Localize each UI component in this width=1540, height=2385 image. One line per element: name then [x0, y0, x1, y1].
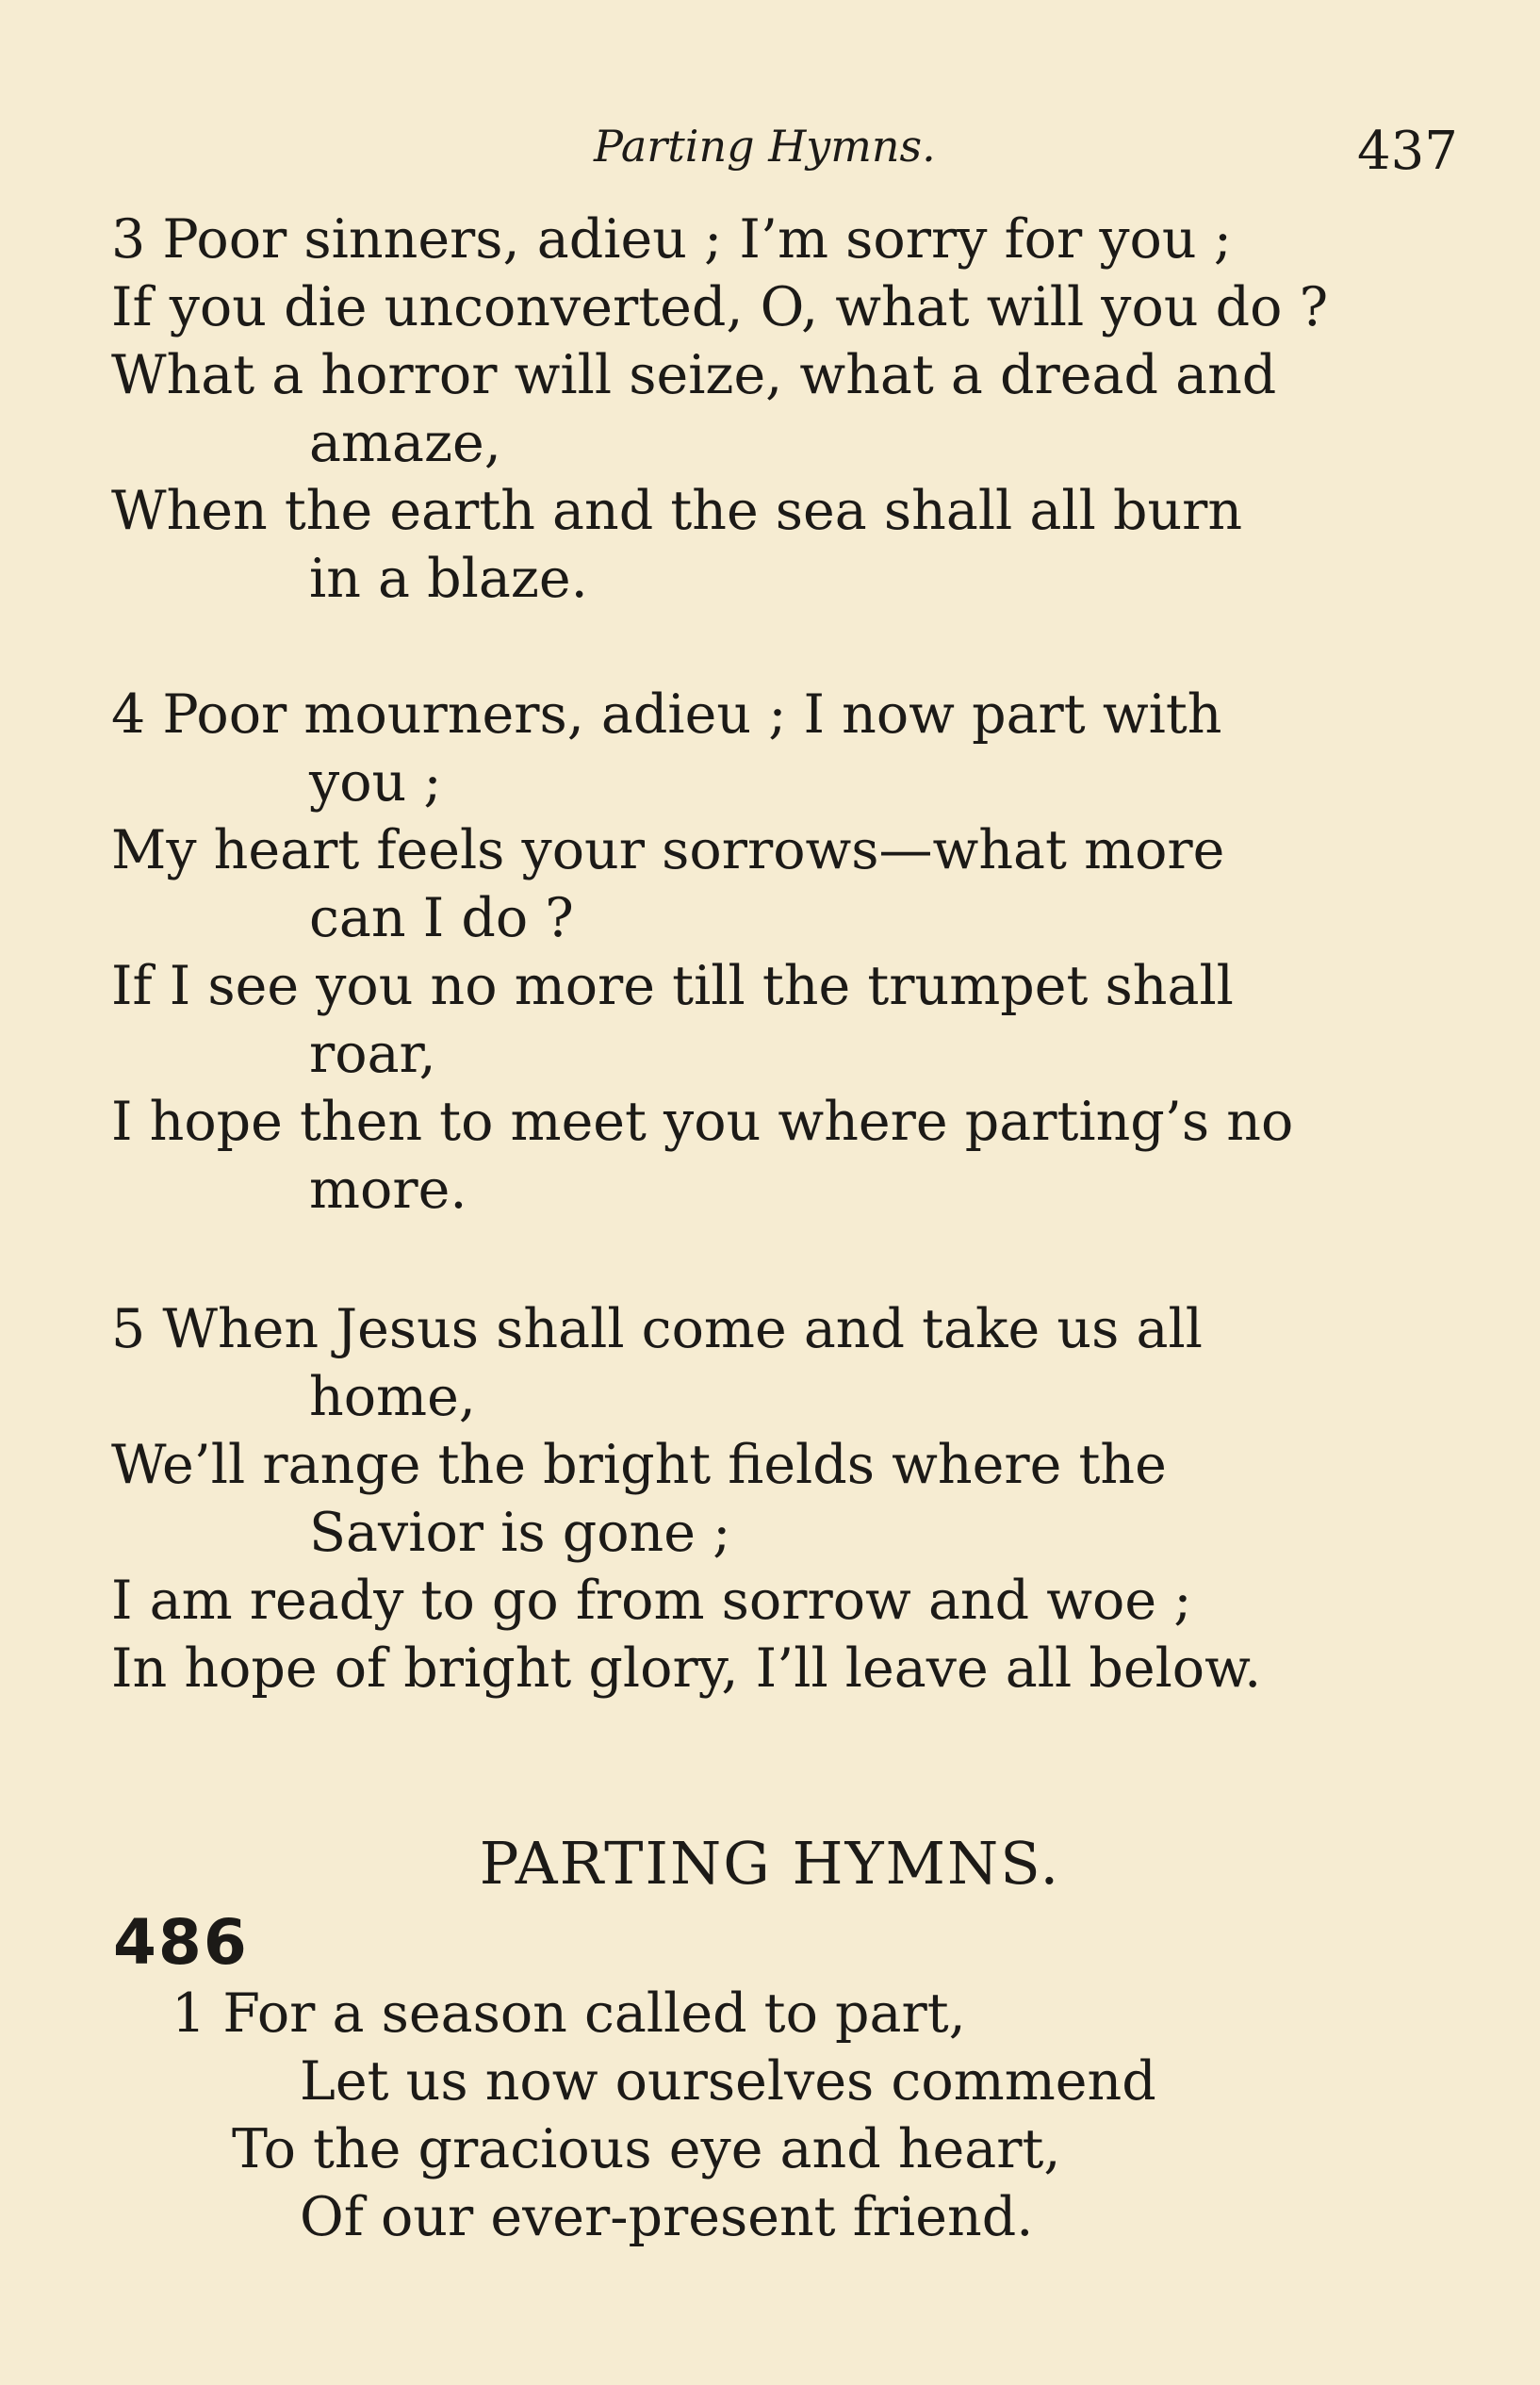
- verse-line: In hope of bright glory, I’ll leave all below.: [111, 1637, 1262, 1700]
- running-head: [0, 121, 1540, 187]
- verse-line-continuation: Savior is gone ;: [309, 1502, 731, 1564]
- verse-line-continuation: more.: [309, 1159, 467, 1221]
- verse-line: When the earth and the sea shall all burn: [111, 480, 1243, 542]
- verse-line-continuation: amaze,: [309, 412, 501, 474]
- verse-line-continuation: you ;: [309, 751, 442, 814]
- hymn-number: 486: [113, 1906, 249, 1979]
- page-number: 437: [1357, 121, 1458, 182]
- verse-line-continuation: roar,: [309, 1023, 436, 1085]
- verse-line-continuation: in a blaze.: [309, 548, 588, 610]
- verse-line: I am ready to go from sorrow and woe ;: [111, 1570, 1192, 1632]
- verse-line-continuation: can I do ?: [309, 887, 574, 949]
- verse-line: What a horror will seize, what a dread and: [111, 344, 1277, 406]
- verse-line: I hope then to meet you where parting’s no: [111, 1091, 1294, 1153]
- verse-line: 5 When Jesus shall come and take us all: [111, 1298, 1203, 1360]
- verse-line-indented: Of our ever-present friend.: [300, 2186, 1034, 2248]
- section-heading: PARTING HYMNS.: [479, 1829, 1061, 1898]
- verse-line: 3 Poor sinners, adieu ; I’m sorry for you ;: [111, 208, 1232, 271]
- verse-line: 4 Poor mourners, adieu ; I now part with: [111, 683, 1222, 746]
- stanza-5: [111, 1295, 1450, 1702]
- verse-line: My heart feels your sorrows—what more: [111, 819, 1225, 881]
- running-title: Parting Hymns.: [594, 121, 936, 172]
- verse-line: If I see you no more till the trumpet shall: [111, 955, 1234, 1017]
- verse-line: To the gracious eye and heart,: [232, 2118, 1061, 2180]
- verse-line: We’ll range the bright fields where the: [111, 1434, 1167, 1496]
- hymn-486-stanza-1: [172, 1980, 1510, 2251]
- verse-line-continuation: home,: [309, 1366, 476, 1428]
- verse-line-indented: Let us now ourselves commend: [300, 2050, 1156, 2113]
- stanza-3: [111, 206, 1450, 613]
- verse-line: 1 For a season called to part,: [172, 1982, 966, 2045]
- stanza-4: [111, 681, 1450, 1224]
- verse-line: If you die unconverted, O, what will you do ?: [111, 276, 1329, 338]
